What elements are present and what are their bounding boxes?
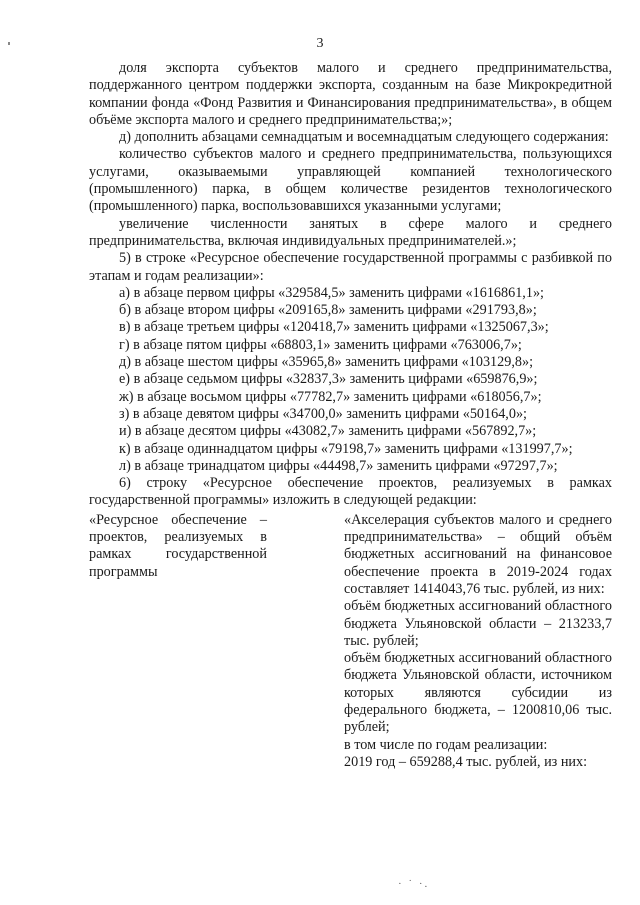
list-item: к) в абзаце одиннадцатом цифры «79198,7» заменить цифрами «131997,7»;: [119, 440, 573, 457]
table-text: «Акселерация субъектов малого и среднего предпринимательства» – общий объём бюджетных ассигнований на финансовое обеспечение проекта в 2019-2024 годах составляет 1414043,76 тыс. рублей, из них:: [344, 511, 612, 597]
paragraph: увеличение численности занятых в сфере малого и среднего предпринимательства, включая индивидуальных предпринимателей.»;: [89, 215, 612, 249]
list-item: г) в абзаце пятом цифры «68803,1» заменить цифрами «763006,7»;: [119, 336, 522, 353]
list-item: б) в абзаце втором цифры «209165,8» заменить цифрами «291793,8»;: [119, 302, 537, 319]
paragraph: д) дополнить абзацами семнадцатым и восемнадцатым следующего содержания:: [119, 129, 609, 146]
table-text: объём бюджетных ассигнований областного бюджета Ульяновской области, источником которых являются субсидии из федерального бюджета, – 1200810,06 тыс. рублей;: [344, 650, 612, 736]
document-body: [89, 60, 612, 771]
table-text: в том числе по годам реализации:: [344, 736, 548, 753]
table-left-cell: «Ресурсное обеспечение – проектов, реализуемых в рамках государственной программы: [89, 511, 267, 580]
list-item: в) в абзаце третьем цифры «120418,7» заменить цифрами «1325067,3»;: [119, 319, 549, 336]
resource-table: [89, 512, 612, 771]
list-item: ж) в абзаце восьмом цифры «77782,7» заменить цифрами «618056,7»;: [119, 388, 542, 405]
list-item: и) в абзаце десятом цифры «43082,7» заменить цифрами «567892,7»;: [119, 423, 537, 440]
table-right-cell: [344, 512, 612, 771]
paragraph: 6) строку «Ресурсное обеспечение проектов, реализуемых в рамках государственной программы» изложить в следующей редакции:: [89, 475, 612, 509]
list-item: д) в абзаце шестом цифры «35965,8» заменить цифрами «103129,8»;: [119, 354, 534, 371]
list-item: з) в абзаце девятом цифры «34700,0» заменить цифрами «50164,0»;: [119, 405, 527, 422]
list-item: л) в абзаце тринадцатом цифры «44498,7» заменить цифрами «97297,7»;: [119, 457, 558, 474]
list-item: е) в абзаце седьмом цифры «32837,3» заменить цифрами «659876,9»;: [119, 371, 538, 388]
paragraph: количество субъектов малого и среднего предпринимательства, пользующихся услугами, оказываемыми управляющей компанией технологического (промышленного) парка, в общем количестве резидентов технологического (промышленного) парка, воспользовавшихся указанными услугами;: [89, 146, 612, 215]
table-text: 2019 год – 659288,4 тыс. рублей, из них:: [344, 753, 588, 770]
paragraph: доля экспорта субъектов малого и среднего предпринимательства, поддержанного центром поддержки экспорта, созданным на базе Микрокредитной компании фонда «Фонд Развития и Финансирования предпринимательства», в общем объёме экспорта малого и среднего предпринимательства;»;: [89, 60, 612, 128]
page-number: 3: [316, 36, 324, 51]
table-text: объём бюджетных ассигнований областного бюджета Ульяновской области – 213233,7 тыс. рублей;: [344, 598, 612, 649]
paragraph: 5) в строке «Ресурсное обеспечение государственной программы с разбивкой по этапам и годам реализации»:: [89, 250, 612, 284]
scan-artifact: · ˙ ·.: [398, 878, 430, 890]
list-item: а) в абзаце первом цифры «329584,5» заменить цифрами «1616861,1»;: [119, 284, 544, 301]
